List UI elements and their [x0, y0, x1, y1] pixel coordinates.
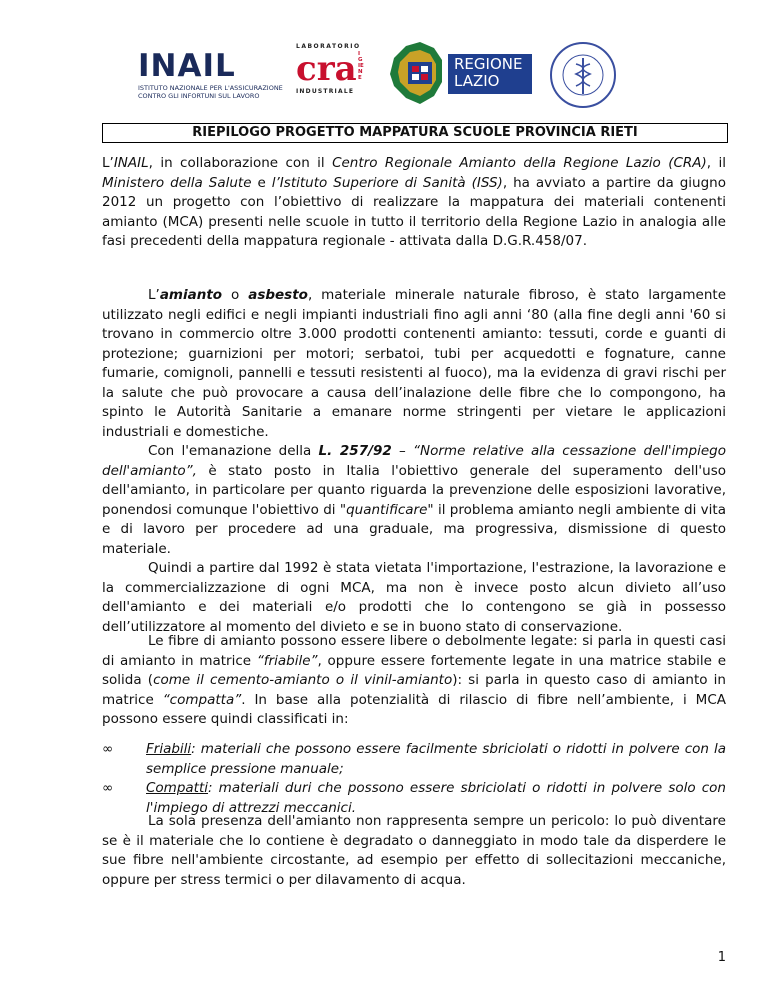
inail-subtitle-line-2: CONTRO GLI INFORTUNI SUL LAVORO	[138, 92, 260, 100]
cra-logo-top: LABORATORIO	[296, 43, 361, 50]
list-item	[102, 740, 726, 779]
list-item-text: : materiali che possono essere facilmente sbriciolati o ridotti in polvere con la semplice pressione manuale;	[146, 741, 726, 777]
term-asbesto: asbesto	[248, 287, 308, 303]
list-item-text: : materiali duri che possono essere sbriciolati o ridotti in polvere solo con l'impiego di attrezzi meccanici.	[146, 780, 726, 816]
page-title: RIEPILOGO PROGETTO MAPPATURA SCUOLE PROVINCIA RIETI	[102, 123, 728, 143]
law-reference: L. 257/92	[318, 443, 392, 459]
regione-lazio-logo	[386, 40, 542, 108]
inail-logo-text: INAIL	[138, 48, 236, 84]
cra-logo-bottom: INDUSTRIALE	[296, 88, 355, 95]
example-materials: come il cemento-amianto o il vinil-amianto	[153, 672, 453, 688]
cra-logo-mark: cra	[296, 49, 357, 89]
term-amianto: amianto	[159, 287, 223, 303]
iss-seal-icon	[548, 40, 618, 110]
quantificare-term: "quantificare"	[339, 501, 434, 518]
lazio-text-line-1: REGIONE	[454, 55, 523, 73]
lazio-text-line-2: LAZIO	[454, 72, 500, 90]
page-number: 1	[717, 950, 726, 965]
cra-mention: Centro Regionale Amianto della Regione Lazio (CRA)	[332, 155, 707, 171]
law-paragraph: Con l'emanazione della L. 257/92 – “Norme relative alla cessazione dell'impiego dell'amianto”, è stato posto in Italia l'obiettivo generale del superamento dell'uso dell'amianto, in particolare per quanto riguarda la prevenzione delle esposizioni lavorative, ponendosi comunque l'obiettivo di "quantificare" il problema amianto negli ambiente di vita e di lavoro per procedere ad una graduale, ma progressiva, dismissione di questo materiale.	[102, 443, 726, 557]
fibres-paragraph: Le fibre di amianto possono essere libere o debolmente legate: si parla in questi casi di amianto in matrice “friabile”, oppure essere fortemente legate in una matrice stabile e solida (come il cemento-amianto o il vinil-amianto): si parla in questo caso di amianto in matrice “compatta”. In base alla potenzialità di rilascio di fibre nell’ambiente, i MCA possono essere quindi classificati in:	[102, 633, 727, 727]
ministry-mention: Ministero della Salute	[102, 174, 252, 191]
law-title: “Norme relative alla cessazione dell'impiego dell'amianto”,	[102, 443, 726, 479]
cra-logo-side: IGIENE	[358, 51, 364, 81]
term-compatta: “compatta”	[162, 691, 242, 708]
inail-subtitle-line-1: ISTITUTO NAZIONALE PER L'ASSICURAZIONE	[138, 84, 283, 92]
bullet-icon: ∞	[102, 741, 114, 757]
iss-mention: l’Istituto Superiore di Sanità (ISS)	[271, 174, 503, 191]
danger-paragraph: La sola presenza dell'amianto non rappresenta sempre un pericolo: lo può diventare se è il materiale che lo contiene è degradato o danneggiato in modo tale da disperdere le sue fibre nell'ambiente circostante, ad esempio per effetto di sollecitazioni meccaniche, oppure per stress termici o per dilavamento di acqua.	[102, 813, 726, 888]
list-item-term: Compatti	[146, 780, 209, 796]
list-item-term: Friabili	[146, 741, 192, 757]
regione-lazio-text	[454, 56, 522, 90]
asbestos-section	[102, 286, 726, 637]
bullet-icon: ∞	[102, 780, 114, 796]
inail-mention: INAIL	[113, 155, 149, 171]
intro-paragraph: L’INAIL, in collaborazione con il Centro Regionale Amianto della Regione Lazio (CRA), il Ministero della Salute e l’Istituto Superiore di Sanità (ISS), ha avviato a partire da giugno 2012 un progetto con l’obiettivo di realizzare la mappatura dei materiali contenenti amianto (MCA) presenti nelle scuole in tutto il territorio della Regione Lazio in analogia alle fasi precedenti della mappatura regionale - attivata dalla D.G.R.458/07.	[102, 155, 726, 249]
inail-logo-subtitle	[138, 84, 290, 100]
iss-logo	[548, 40, 618, 110]
term-friabile: “friabile”	[256, 652, 318, 669]
logo-bar	[0, 40, 768, 110]
classification-list	[102, 740, 726, 818]
inail-logo	[138, 50, 290, 106]
ban-paragraph: Quindi a partire dal 1992 è stata vietata l'importazione, l'estrazione, la lavorazione e la commercializzazione di ogni MCA, ma non è invece posto alcun divieto all’uso dell'amianto e dei materiali e/o prodotti che lo contengono se già in possesso dell’utilizzatore al momento del divieto e se in buono stato di conservazione.	[102, 560, 726, 635]
cra-logo	[296, 43, 366, 105]
asbestos-paragraph: L’amianto o asbesto, materiale minerale naturale fibroso, è stato largamente utilizzato negli edifici e negli impianti industriali fino agli anni ‘80 (alla fine degli anni '60 si trovano in commercio oltre 3.000 prodotti contenenti amianto: tessuti, corde e guanti di protezione; guarnizioni per motori; serbatoi, tubi per acquedotti e fognature, canne fumarie, comignoli, pannelli e tessuti resistenti al fuoco), ma la evidenza di gravi rischi per la salute che può provocare a causa dell’inalazione delle fibre che lo compongono, ha spinto le Autorità Sanitarie a emanare norme stringenti per vietare le applicazioni industriali e domestiche.	[102, 287, 726, 440]
